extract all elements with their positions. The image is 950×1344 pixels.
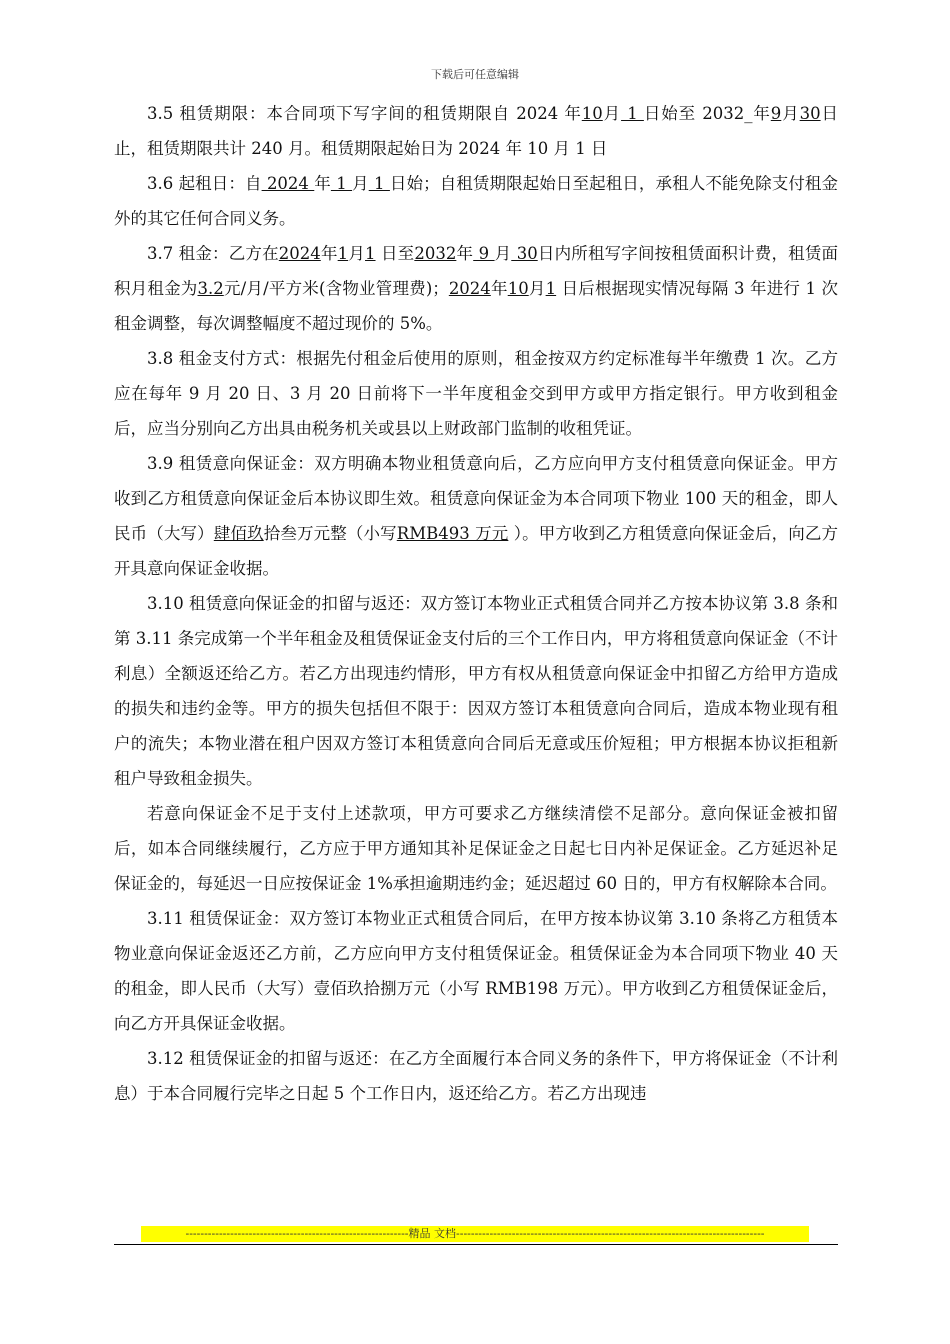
clause-3-11: 3.11 租赁保证金：双方签订本物业正式租赁合同后，在甲方按本协议第 3.10 条将乙方租赁本物业意向保证金返还乙方前，乙方应向甲方支付租赁保证金。租赁保证金为本合同项下物业 40 天的租金，即人民币（大写）壹佰玖拾捌万元（小写 RMB198 万元）。甲方收到乙方租赁保证金后，向乙方开具保证金收据。	[114, 909, 838, 1033]
clause-3-9: 3.9 租赁意向保证金：双方明确本物业租赁意向后，乙方应向甲方支付租赁意向保证金。甲方收到乙方租赁意向保证金后本协议即生效。租赁意向保证金为本合同项下物业 100 天的租金，即人民币（大写）肆佰玖拾叁万元整（小写RMB493 万元 ）。甲方收到乙方租赁意向保证金后，向乙方开具意向保证金收据。	[114, 454, 839, 578]
clause-3-8: 3.8 租金支付方式：根据先付租金后使用的原则，租金按双方约定标准每半年缴费 1 次。乙方应在每年 9 月 20 日、3 月 20 日前将下一半年度租金交到甲方或甲方指定银行。甲方收到租金后，应当分别向乙方出具由税务机关或县以上财政部门监制的收租凭证。	[114, 349, 838, 438]
clause-3-7: 3.7 租金：乙方在2024年1月1 日至2032年 9 月 30日内所租写字间按租赁面积计费，租赁面积月租金为3.2元/月/平方米(含物业管理费)；2024年10月1 日后根据现实情况每隔 3 年进行 1 次租金调整，每次调整幅度不超过现价的 5%。	[114, 244, 839, 333]
clause-3-10-continued: 若意向保证金不足于支付上述款项，甲方可要求乙方继续清偿不足部分。意向保证金被扣留后，如本合同继续履行，乙方应于甲方通知其补足保证金之日起七日内补足保证金。乙方延迟补足保证金的，每延迟一日应按保证金 1%承担逾期违约金；延迟超过 60 日的，甲方有权解除本合同。	[114, 804, 838, 893]
document-body	[114, 96, 838, 1111]
clause-3-5: 3.5 租赁期限：本合同项下写字间的租赁期限自 2024 年10月 1 日始至 2032_年9月30日止，租赁期限共计 240 月。租赁期限起始日为 2024 年 10 月 1 日	[114, 104, 839, 158]
clause-3-10: 3.10 租赁意向保证金的扣留与返还：双方签订本物业正式租赁合同并乙方按本协议第 3.8 条和第 3.11 条完成第一个半年租金及租赁保证金支付后的三个工作日内，甲方将租赁意向保证金（不计利息）全额返还给乙方。若乙方出现违约情形，甲方有权从租赁意向保证金中扣留乙方给甲方造成的损失和违约金等。甲方的损失包括但不限于：因双方签订本租赁意向合同后，造成本物业现有租户的流失；本物业潜在租户因双方签订本租赁意向合同后无意或压价短租；甲方根据本协议拒租新租户导致租金损失。	[114, 594, 838, 788]
clause-3-12: 3.12 租赁保证金的扣留与返还：在乙方全面履行本合同义务的条件下，甲方将保证金（不计利息）于本合同履行完毕之日起 5 个工作日内，返还给乙方。若乙方出现违	[114, 1049, 838, 1103]
footer-divider	[114, 1244, 838, 1245]
page-header: 下载后可任意编辑	[431, 68, 519, 81]
page-footer: ------------------------------------------------------------精品 文档-----------------------------------------------------------------------------------	[141, 1226, 809, 1242]
clause-3-6: 3.6 起租日：自 2024 年 1 月 1 日始；自租赁期限起始日至起租日，承租人不能免除支付租金外的其它任何合同义务。	[114, 174, 839, 228]
